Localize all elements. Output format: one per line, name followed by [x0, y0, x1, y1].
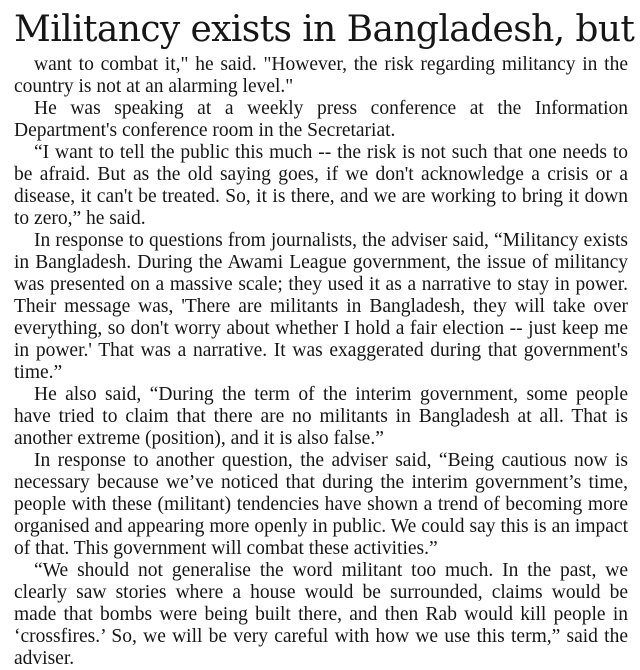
article-paragraph: In response to questions from journalists, the adviser said, “Militancy exists in Bangladesh. During the Awami League government, the issue of militancy was presented on a massive scale; they used it as a narrative to stay in power. Their message was, 'There are militants in Bangladesh, they will take over everything, so don't worry about whether I hold a fair election -- just keep me in power.' That was a narrative. It was exaggerated during that government's time.”	[14, 230, 628, 383]
article-paragraph: He was speaking at a weekly press conference at the Information Department's conference room in the Secretariat.	[14, 98, 628, 141]
article-paragraph: “We should not generalise the word militant too much. In the past, we clearly saw stories where a house would be surrounded, claims would be made that bombs were being built there, and then Rab would kill people in ‘crossfires.’ So, we will be very careful with how we use this term,” said the adviser.	[14, 560, 628, 669]
article-headline: Militancy exists in Bangladesh, but	[14, 9, 635, 50]
article-paragraph: want to combat it," he said. "However, the risk regarding militancy in the country is not at an alarming level."	[14, 54, 628, 97]
news-article	[14, 8, 635, 670]
article-paragraph: “I want to tell the public this much -- the risk is not such that one needs to be afraid. But as the old saying goes, if we don't acknowledge a crisis or a disease, it can't be treated. So, it is there, and we are working to bring it down to zero,” he said.	[14, 142, 628, 229]
article-paragraph: In response to another question, the adviser said, “Being cautious now is necessary because we’ve noticed that during the interim government’s time, people with these (militant) tendencies have shown a trend of becoming more organised and appearing more openly in public. We could say this is an impact of that. This government will combat these activities.”	[14, 450, 628, 559]
article-paragraph: He also said, “During the term of the interim government, some people have tried to claim that there are no militants in Bangladesh at all. That is another extreme (position), and it is also false.”	[14, 384, 628, 449]
article-body	[14, 54, 628, 670]
